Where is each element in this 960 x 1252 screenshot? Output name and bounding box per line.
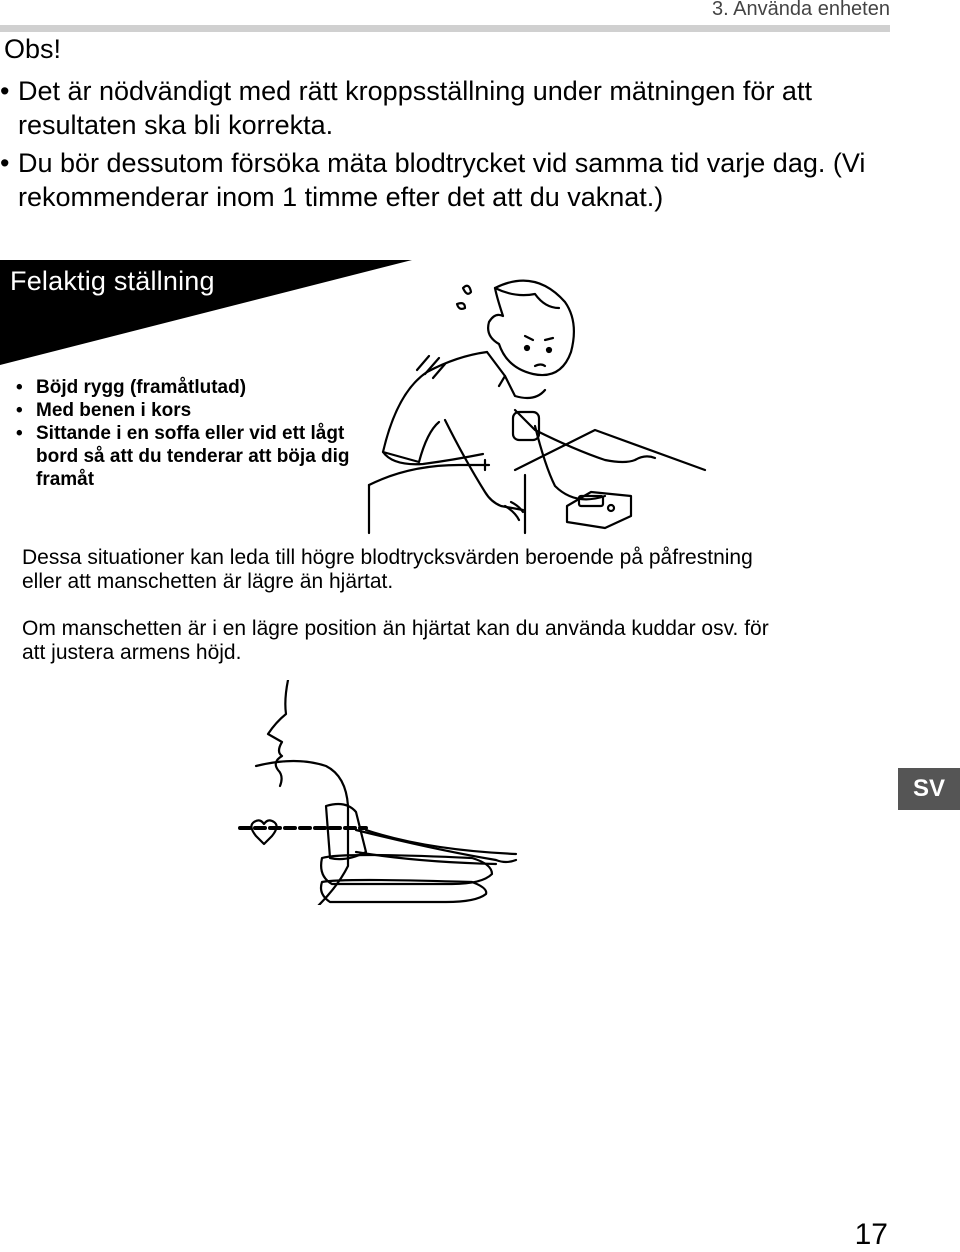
paragraph-effects: Dessa situationer kan leda till högre blodtrycksvärden beroende på påfrestning eller att manschetten är lägre än hjärtat. <box>22 546 753 593</box>
notice-list <box>0 74 900 218</box>
wrong-posture-item: • Med benen i kors <box>16 399 376 422</box>
wrong-posture-title: Felaktig ställning <box>10 266 215 296</box>
page-number: 17 <box>854 1218 888 1251</box>
wrong-posture-item: • Böjd rygg (framåtlutad) <box>16 376 376 399</box>
notice-item: • Du bör dessutom försöka mäta blodtrycket vid samma tid varje dag. (Vi rekommenderar inom 1 timme efter det att du vaknat.) <box>0 146 900 214</box>
wrong-posture-illustration <box>345 270 715 535</box>
notice-title: Obs! <box>4 34 62 64</box>
header-rule <box>0 25 890 32</box>
section-header: 3. Använda enheten <box>712 0 890 20</box>
notice-item: • Det är nödvändigt med rätt kroppsställning under mätningen för att resultaten ska bli korrekta. <box>0 74 900 142</box>
language-tab: SV <box>898 768 960 810</box>
wrong-posture-item: • Sittande i en soffa eller vid ett lågt bord så att du tenderar att böja dig framåt <box>16 422 376 491</box>
cushion-illustration <box>226 680 526 905</box>
paragraph-adjust: Om manschetten är i en lägre position än hjärtat kan du använda kuddar osv. för att justera armens höjd. <box>22 617 769 664</box>
wrong-posture-list <box>16 376 376 491</box>
